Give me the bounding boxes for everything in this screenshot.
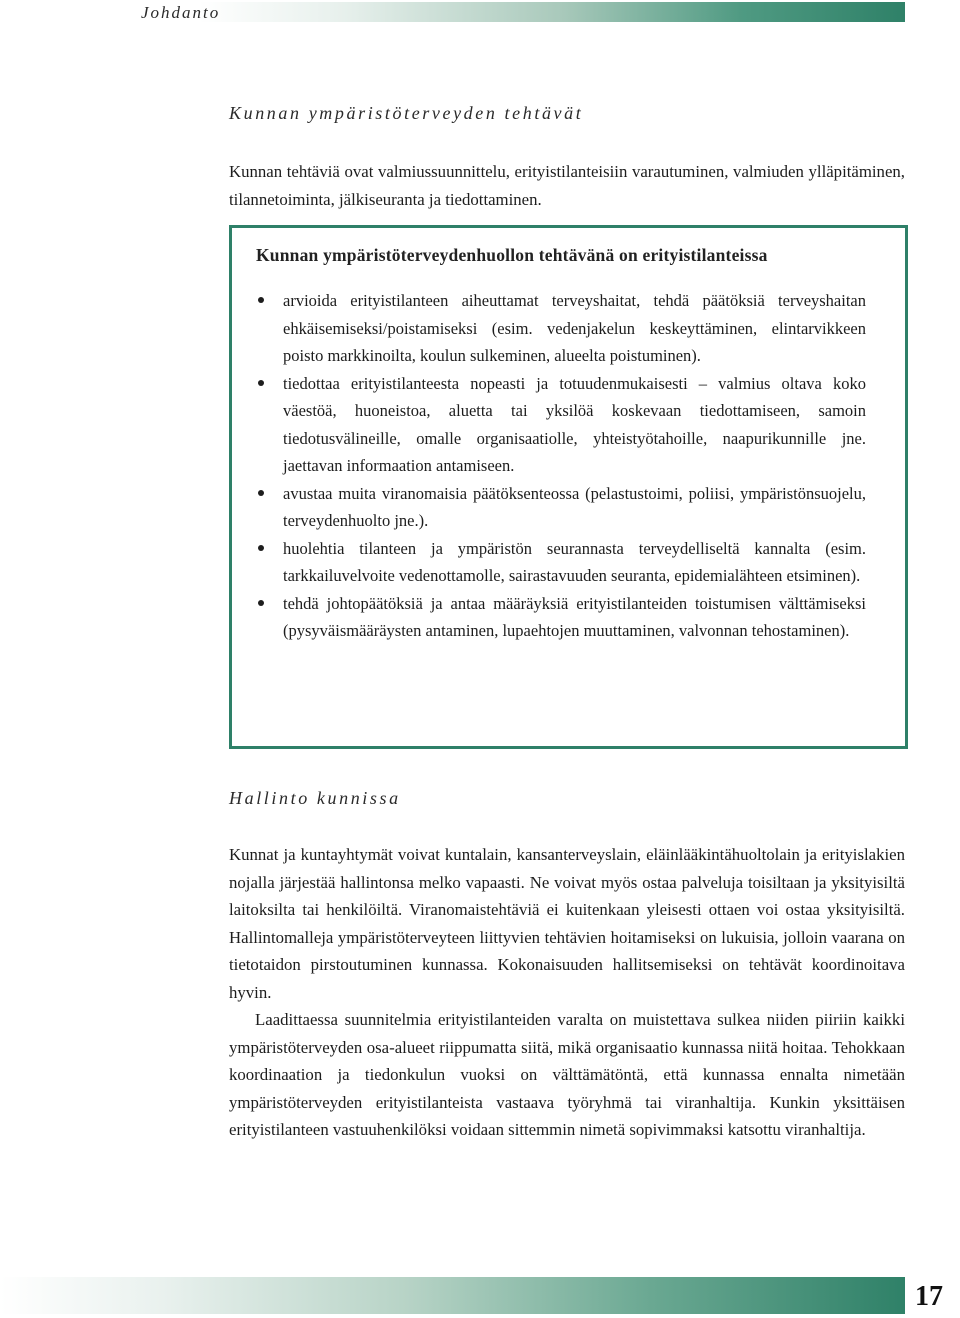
list-item-text: avustaa muita viranomaisia päätöksenteossa (pelastustoimi, poliisi, ympäristönsuojelu, terveydenhuolto jne.). (283, 483, 866, 530)
intro-paragraph-container (229, 158, 905, 213)
list-item-text: tiedottaa erityistilanteesta nopeasti ja totuudenmukaisesti – valmius oltava koko väestöä, huoneistoa, aluetta tai yksilöä koskevaan tiedottamiseen, samoin tiedotusvälineille, omalle organisaatiolle, yhteistyötahoille, naapurikunnille jne. jaettavan informaation antamiseen. (283, 373, 866, 475)
administration-text (229, 841, 905, 1144)
administration-paragraph-1: Kunnat ja kuntayhtymät voivat kuntalain, kansanterveyslain, eläinlääkintähuoltolain ja erityislakien nojalla järjestää hallintonsa melko vapaasti. Ne voivat myös ostaa palveluja toisiltaan ja yksityisiltä laitoksilta tai henkilöiltä. Viranomaistehtäviä ei kuitenkaan yleisesti ottaen voi ostaa yksityisiltä. Hallintomalleja ympäristöterveyteen liittyvien tehtävien hoitamiseksi on lukuisia, jolloin vaarana on tietotaidon pirstoutuminen kunnassa. Kokonaisuuden hallitsemiseksi on tehtävät koordinoitava hyvin. (229, 845, 905, 1002)
tasks-box-content (256, 242, 866, 645)
running-header-section: Johdanto (141, 3, 221, 22)
list-item-text: tehdä johtopäätöksiä ja antaa määräyksiä erityistilanteiden toistumisen välttämiseksi (pysyväismääräysten antaminen, lupaehtojen muuttaminen, valvonnan tehostaminen). (283, 593, 866, 640)
list-item-text: arvioida erityistilanteen aiheuttamat terveyshaitat, tehdä päätöksiä terveyshaitan ehkäisemiseksi/poistamiseksi (esim. vedenjakelun keskeyttäminen, elintarvikkeen poisto markkinoilta, koulun sulkeminen, alueelta poistuminen). (283, 291, 866, 365)
bullet-icon (258, 380, 264, 386)
bullet-icon (258, 490, 264, 496)
list-item (256, 287, 866, 370)
list-item (256, 535, 866, 590)
header-gradient-band (0, 2, 905, 22)
page-number: 17 (915, 1281, 943, 1312)
administration-paragraph-2: Laadittaessa suunnitelmia erityistilanteiden varalta on muistettava sulkea niiden piiriin kaikki ympäristöterveyden osa-alueet riippumatta siitä, mikä organisaatio kunnassa niitä hoitaa. Tehokkaan koordinaation ja tiedonkulun vuoksi on välttämätöntä, että kunnassa ennalta nimetään ympäristöterveyden erityistilanteista vastaava työryhmä tai viranhaltija. Kunkin yksittäisen erityistilanteen vastuuhenkilöksi voidaan sittemmin nimetä sopivimmaksi katsottu viranhaltija. (229, 1010, 905, 1139)
bullet-icon (258, 600, 264, 606)
list-item-text: huolehtia tilanteen ja ympäristön seurannasta terveydelliseltä kannalta (esim. tarkkailuvelvoite vedenottamolle, sairastavuuden seuranta, epidemialähteen etsiminen). (283, 538, 866, 585)
section-heading-environmental-health-tasks: Kunnan ympäristöterveyden tehtävät (229, 103, 584, 123)
tasks-box-title: Kunnan ympäristöterveydenhuollon tehtävänä on erityistilanteissa (256, 245, 768, 265)
tasks-box (229, 225, 908, 749)
list-item (256, 370, 866, 480)
section-heading-administration: Hallinto kunnissa (229, 788, 401, 808)
list-item (256, 480, 866, 535)
tasks-list (256, 287, 866, 645)
list-item (256, 590, 866, 645)
footer-gradient-band (0, 1277, 905, 1314)
intro-paragraph: Kunnan tehtäviä ovat valmiussuunnittelu, erityistilanteisiin varautuminen, valmiuden ylläpitäminen, tilannetoiminta, jälkiseuranta ja tiedottaminen. (229, 162, 905, 209)
bullet-icon (258, 545, 264, 551)
bullet-icon (258, 297, 264, 303)
